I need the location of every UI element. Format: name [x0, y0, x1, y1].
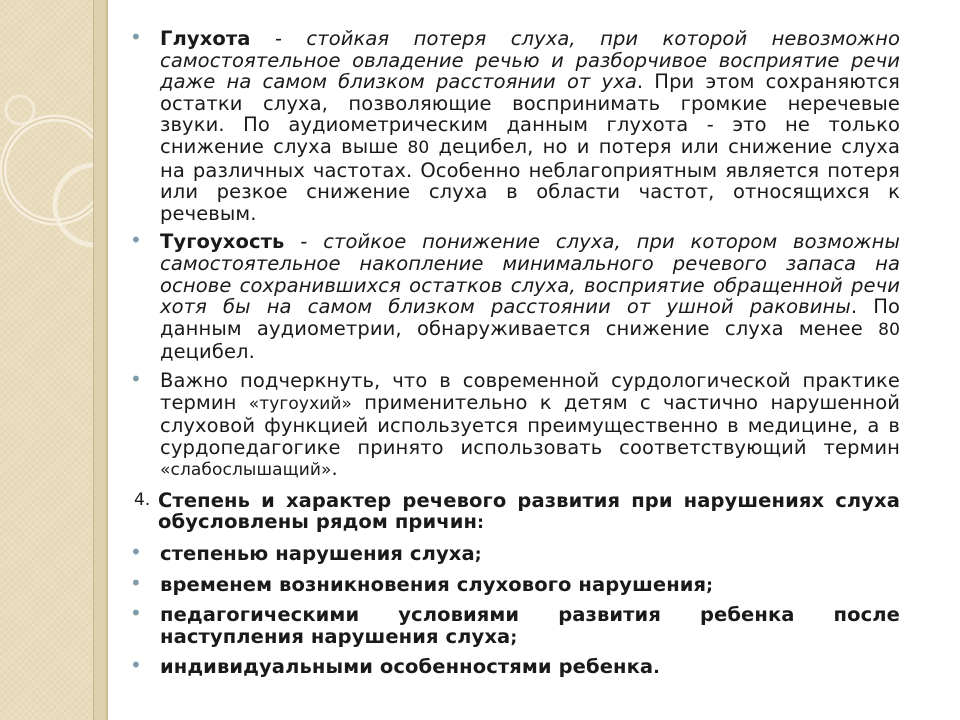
decorative-side-panel [0, 0, 108, 720]
cause-punct: ; [474, 545, 482, 566]
cause-punct: ; [706, 575, 714, 596]
definition-hearing-loss: стойкое понижение слуха, при котором возможны самостоятельное накопление минимального речевого запаса на основе сохранившихся остатков слуха, восприятие обращенной речи хотя бы на самом близком расстоянии от ушной раковины [160, 230, 901, 319]
cause-text [160, 656, 900, 680]
list-item-hearing-loss [128, 228, 901, 364]
dash-2: - [706, 113, 714, 137]
cause-item [128, 653, 900, 680]
term-hearing-loss: Тугоухость [160, 230, 285, 254]
cause-text [160, 574, 900, 598]
cause-item [128, 570, 900, 598]
cause-label: педагогическими условиями развития ребенка после наступления нарушения слуха [160, 603, 900, 648]
hearing-loss-text-a: . По данным аудиометрии, обнаруживается снижение слуха менее [160, 295, 900, 340]
cause-text [160, 604, 900, 649]
deafness-text-a: . При этом сохраняются остатки слуха, позволяющие воспринимать громкие неречевые звуки. По аудиометрическим данным глухота [160, 70, 900, 137]
term-quote-2: «слабослышащий» [160, 460, 332, 481]
bullet-icon: • [130, 540, 142, 565]
cause-punct: . [653, 658, 660, 679]
hearing-loss-paragraph [160, 231, 900, 363]
terminology-text-a: Важно подчеркнуть, что в современной сурдологической практике термин [160, 368, 900, 414]
dash: - [284, 230, 324, 254]
terminology-paragraph [160, 370, 900, 482]
numbered-item-text [158, 490, 900, 535]
list-item-terminology [128, 366, 901, 482]
numbered-item-4 [128, 490, 900, 535]
bullet-icon: • [130, 570, 142, 595]
cause-label: степенью нарушения слуха [160, 542, 475, 566]
dash: - [250, 27, 307, 50]
definition-deafness: стойкая потеря слуха, при которой невозможно самостоятельное овладение речью и разборчивое восприятие речи даже на самом близком расстоянии от уха [160, 27, 901, 94]
slide-content [128, 25, 901, 687]
bullet-icon: • [130, 228, 142, 253]
cause-label: временем возникновения слухового нарушения [160, 572, 707, 596]
list-item-deafness [128, 25, 901, 225]
term-quote-1: «тугоухий» [248, 393, 353, 414]
numbered-colon: : [477, 513, 484, 534]
decorative-circles-icon [0, 0, 106, 720]
deafness-number: 80 [407, 137, 430, 158]
bullet-icon: • [130, 653, 142, 678]
terminology-text-c: . [331, 457, 338, 481]
hearing-loss-text-b: децибел. [160, 340, 255, 364]
term-deafness: Глухота [160, 27, 251, 50]
item-number: 4. [134, 489, 151, 510]
deafness-paragraph [160, 28, 900, 224]
cause-label: индивидуальными особенностями ребенка [160, 655, 654, 679]
cause-item [128, 601, 900, 649]
bullet-icon: • [130, 366, 142, 391]
cause-item [128, 540, 900, 567]
cause-punct: ; [510, 627, 518, 648]
numbered-text: Степень и характер речевого развития при нарушениях слуха обусловлены рядом причин [158, 488, 900, 534]
hearing-loss-number: 80 [878, 319, 900, 340]
terminology-text-b: применительно к детям с частично нарушенной слуховой функцией используется преимущественно в медицине, а в сурдопедагогике принято использовать соответствующий термин [160, 390, 901, 459]
cause-text [160, 543, 900, 567]
deafness-text-c: децибел, но и потеря или снижение слуха на различных частотах. Особенно неблагоприятным является потеря или резкое снижение слуха в области частот, относящихся к речевым. [160, 134, 900, 225]
deafness-text-b: это не только снижение слуха выше [160, 113, 901, 158]
bullet-icon: • [130, 25, 142, 49]
bullet-icon: • [130, 601, 142, 626]
panel-stripe [93, 0, 106, 720]
